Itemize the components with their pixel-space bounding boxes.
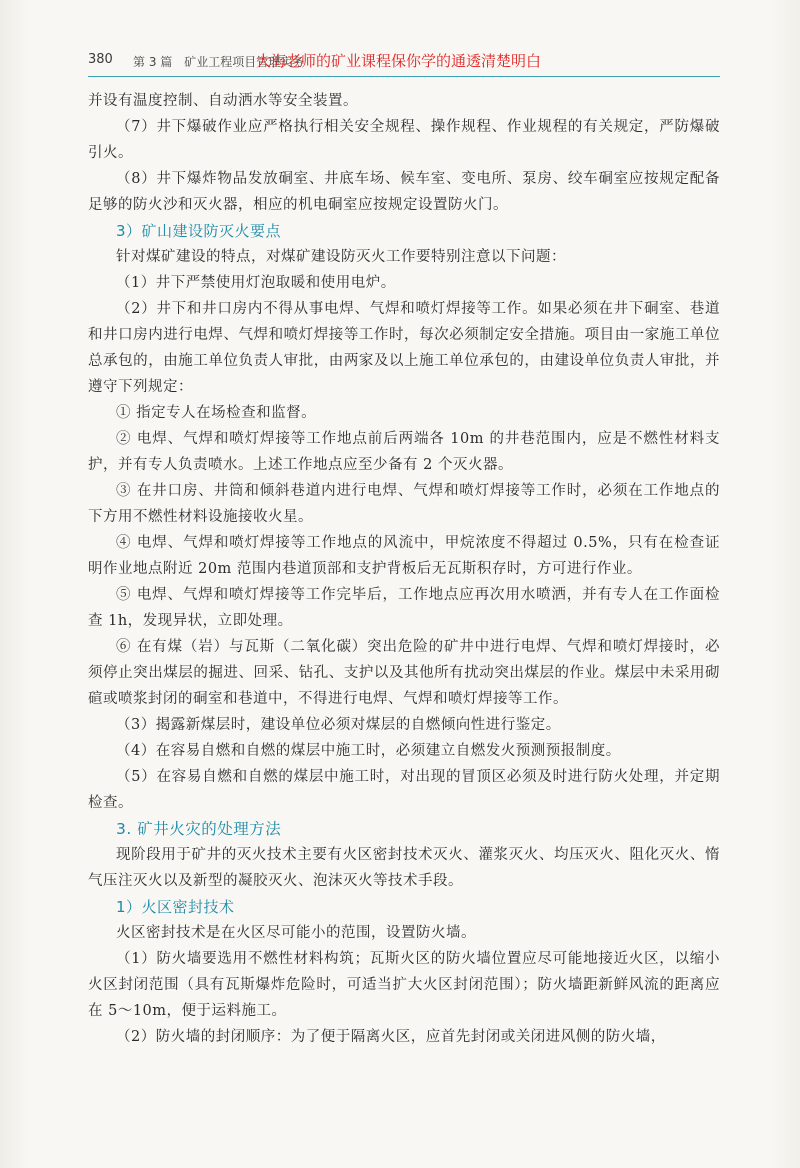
body-paragraph: （5）在容易自燃和自燃的煤层中施工时，对出现的冒顶区必须及时进行防火处理，并定期检查。: [88, 769, 720, 811]
body-paragraph: （8）井下爆炸物品发放硐室、井底车场、候车室、变电所、泵房、绞车硐室应按规定配备足够的防火沙和灭火器，相应的机电硐室应按规定设置防火门。: [88, 171, 720, 213]
body-paragraph: ③ 在井口房、井筒和倾斜巷道内进行电焊、气焊和喷灯焊接等工作时，必须在工作地点的下方用不燃性材料设施接收火星。: [88, 483, 720, 525]
body-paragraph: （2）防火墙的封闭顺序：为了便于隔离火区，应首先封闭或关闭进风侧的防火墙，: [116, 1029, 666, 1045]
body-paragraph: 现阶段用于矿井的灭火技术主要有火区密封技术灭火、灌浆灭火、均压灭火、阻化灭火、惰气压注灭火以及新型的凝胶灭火、泡沫灭火等技术手段。: [88, 847, 720, 889]
chapter-title: 第 3 篇 矿业工程项目管理实务: [133, 55, 305, 69]
body-paragraph: ④ 电焊、气焊和喷灯焊接等工作地点的风流中，甲烷浓度不得超过 0.5%，只有在检查证明作业地点附近 20m 范围内巷道顶部和支护背板后无瓦斯积存时，方可进行作业。: [88, 535, 720, 577]
section-heading: 3. 矿井火灾的处理方法: [116, 820, 282, 838]
body-paragraph: 火区密封技术是在火区尽可能小的范围，设置防火墙。: [116, 925, 476, 941]
body-paragraph: 针对煤矿建设的特点，对煤矿建设防灭火工作要特别注意以下问题：: [116, 249, 566, 265]
subsection-heading: 1）火区密封技术: [116, 898, 235, 916]
header-divider: [88, 76, 720, 77]
page-number: 380: [88, 52, 113, 67]
body-paragraph: ② 电焊、气焊和喷灯焊接等工作地点前后两端各 10m 的井巷范围内，应是不燃性材料支护，并有专人负责喷水。上述工作地点应至少备有 2 个灭火器。: [88, 431, 720, 473]
page-body: [88, 88, 720, 1050]
body-paragraph: ⑤ 电焊、气焊和喷灯焊接等工作完毕后，工作地点应再次用水喷洒，并有专人在工作面检查 1h，发现异状，立即处理。: [88, 587, 720, 629]
body-paragraph: （2）井下和井口房内不得从事电焊、气焊和喷灯焊接等工作。如果必须在井下硐室、巷道和井口房内进行电焊、气焊和喷灯焊接等工作时，每次必须制定安全措施。项目由一家施工单位总承包的，由施工单位负责人审批，由两家及以上施工单位承包的，由建设单位负责人审批，并遵守下列规定：: [88, 301, 720, 395]
page-header: [88, 50, 720, 74]
body-paragraph: 并设有温度控制、自动洒水等安全装置。: [88, 93, 358, 109]
watermark-text: 大海老师的矿业课程保你学的通透清楚明白: [256, 52, 542, 70]
body-paragraph: （1）防火墙要选用不燃性材料构筑；瓦斯火区的防火墙位置应尽可能地接近火区，以缩小火区封闭范围（具有瓦斯爆炸危险时，可适当扩大火区封闭范围）；防火墙距新鲜风流的距离应在 5～10m，便于运料施工。: [88, 951, 720, 1019]
body-paragraph: （1）井下严禁使用灯泡取暖和使用电炉。: [116, 275, 396, 291]
body-paragraph: （4）在容易自燃和自燃的煤层中施工时，必须建立自燃发火预测预报制度。: [116, 743, 621, 759]
body-paragraph: ⑥ 在有煤（岩）与瓦斯（二氧化碳）突出危险的矿井中进行电焊、气焊和喷灯焊接时，必须停止突出煤层的掘进、回采、钻孔、支护以及其他所有扰动突出煤层的作业。煤层中未采用砌碹或喷浆封闭的硐室和巷道中，不得进行电焊、气焊和喷灯焊接等工作。: [88, 639, 720, 707]
subsection-heading: 3）矿山建设防灭火要点: [116, 222, 282, 240]
body-paragraph: （7）井下爆破作业应严格执行相关安全规程、操作规程、作业规程的有关规定，严防爆破引火。: [88, 119, 720, 161]
body-paragraph: （3）揭露新煤层时，建设单位必须对煤层的自燃倾向性进行鉴定。: [116, 717, 561, 733]
body-paragraph: ① 指定专人在场检查和监督。: [116, 405, 317, 421]
